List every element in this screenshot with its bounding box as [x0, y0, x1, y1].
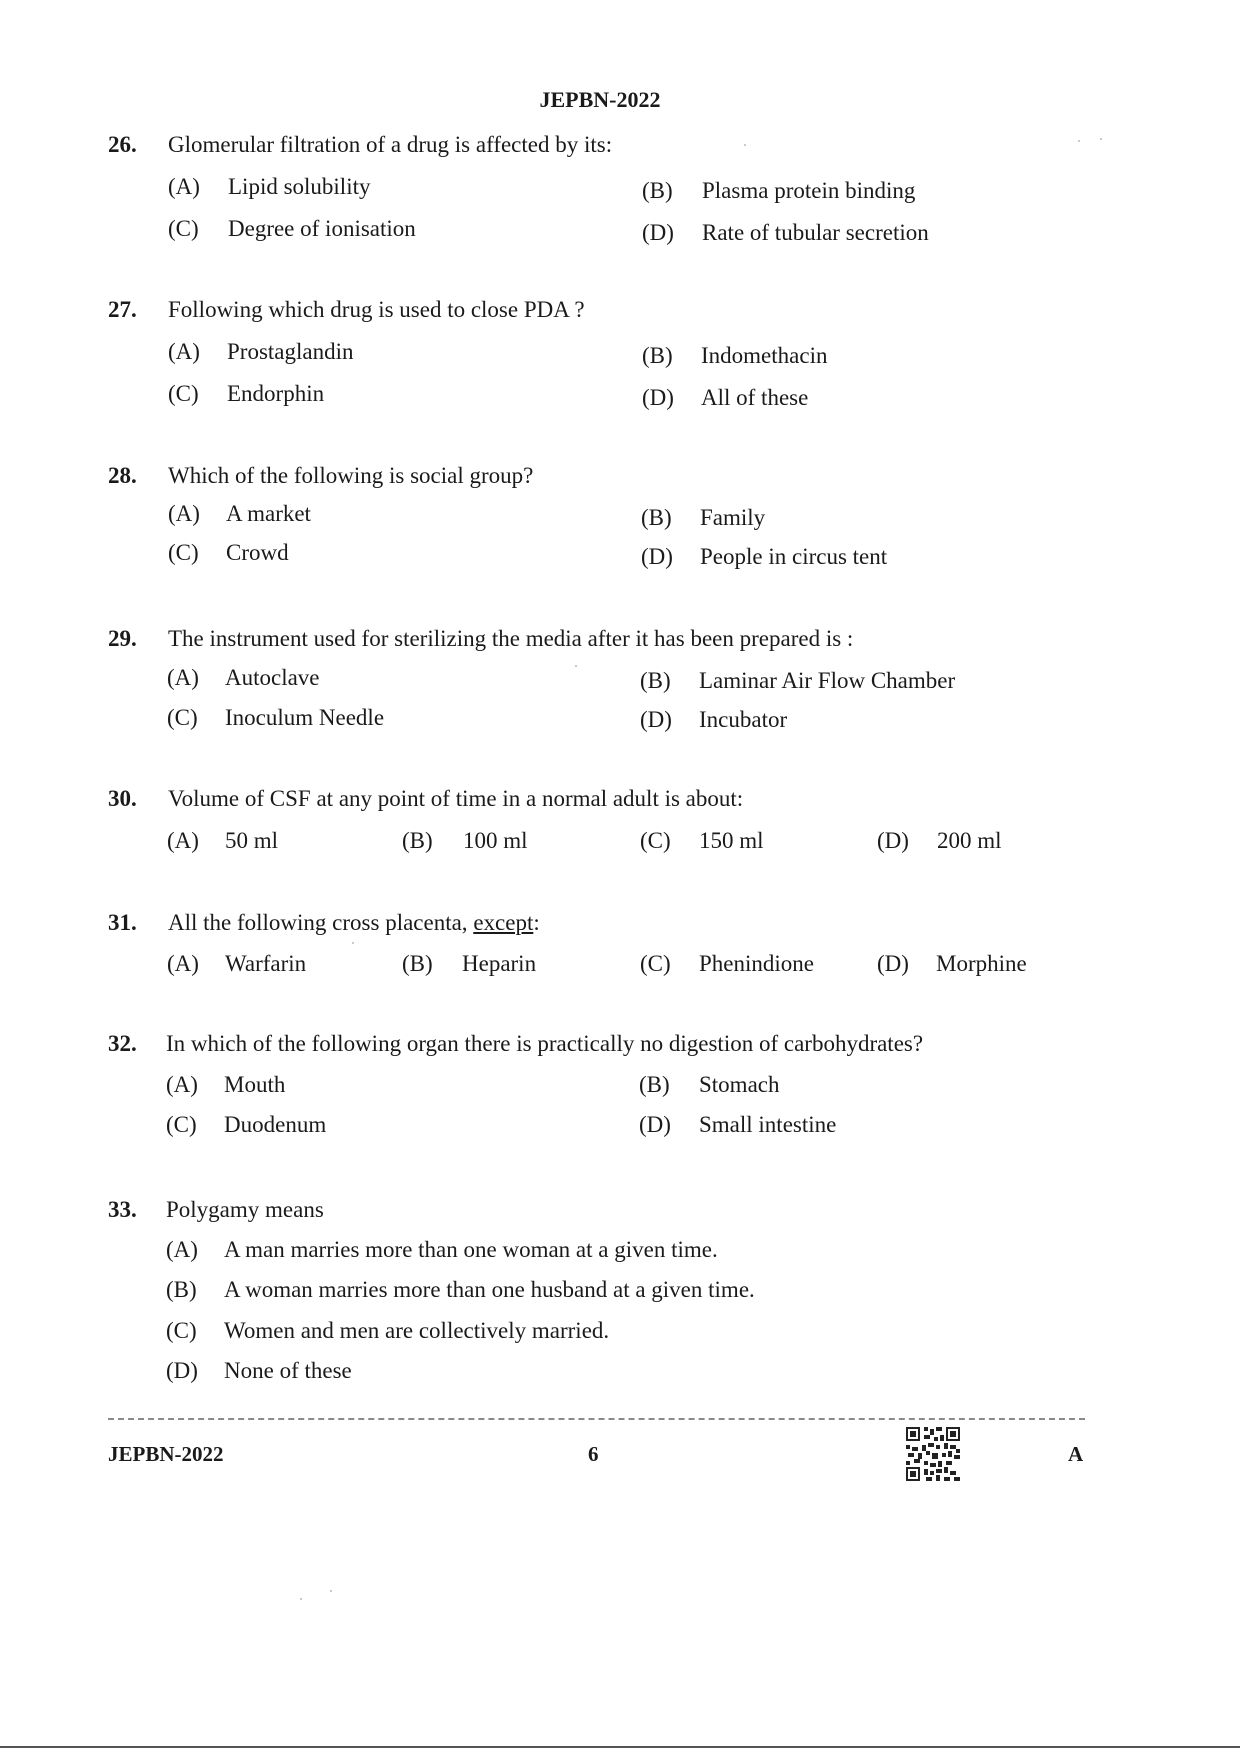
question-text-emphasis: except: [473, 910, 534, 935]
question-text: Which of the following is social group?: [168, 463, 534, 488]
question-32: [0, 1031, 1240, 1151]
option-text: Warfarin: [225, 951, 307, 976]
option-text: None of these: [224, 1358, 352, 1383]
question-29: [0, 626, 1240, 746]
question-number: 28.: [108, 463, 137, 488]
question-26: [0, 132, 1240, 252]
scan-speck: [744, 144, 746, 146]
question-number: 32.: [108, 1031, 137, 1056]
qr-code-icon: [906, 1427, 960, 1481]
option-text: A market: [226, 501, 311, 526]
option-text: Incubator: [699, 707, 788, 732]
option-text: Small intestine: [699, 1112, 837, 1137]
question-text-part: All the following cross placenta,: [168, 910, 474, 935]
option-text: A woman marries more than one husband at a given time.: [224, 1277, 755, 1302]
option-text: Inoculum Needle: [225, 705, 385, 730]
option-letter: (B): [166, 1277, 197, 1302]
option-text: 100 ml: [463, 828, 528, 853]
footer-page-number: 6: [588, 1442, 599, 1466]
option-letter: (D): [877, 828, 909, 853]
option-letter: (B): [641, 505, 672, 530]
option-text: Prostaglandin: [227, 339, 354, 364]
question-27: [0, 297, 1240, 417]
question-text-part: :: [533, 910, 540, 935]
option-text: Autoclave: [225, 665, 320, 690]
option-text: Degree of ionisation: [228, 216, 416, 241]
option-letter: (B): [402, 951, 433, 976]
option-letter: (B): [642, 178, 673, 203]
option-letter: (A): [166, 1072, 198, 1097]
option-letter: (D): [640, 707, 672, 732]
scan-speck: [1100, 138, 1102, 140]
scan-speck: [575, 665, 577, 667]
option-text: Plasma protein binding: [702, 178, 916, 203]
option-text: Family: [700, 505, 766, 530]
question-number: 31.: [108, 910, 137, 935]
option-text: All of these: [701, 385, 809, 410]
option-text: Phenindione: [699, 951, 814, 976]
question-text: [168, 910, 540, 936]
option-letter: (A): [168, 501, 200, 526]
question-number: 27.: [108, 297, 137, 322]
page-bottom-edge: [0, 1746, 1240, 1748]
scan-speck: [330, 1590, 332, 1592]
question-text: Glomerular filtration of a drug is affected by its:: [168, 132, 613, 157]
option-letter: (D): [641, 544, 673, 569]
option-letter: (A): [167, 828, 199, 853]
option-letter: (B): [640, 668, 671, 693]
option-letter: (C): [166, 1318, 197, 1343]
question-text: Volume of CSF at any point of time in a normal adult is about:: [168, 786, 744, 811]
option-letter: (A): [168, 339, 200, 364]
question-28: [0, 463, 1240, 583]
option-text: Crowd: [226, 540, 289, 565]
option-letter: (C): [640, 951, 671, 976]
option-letter: (C): [168, 540, 199, 565]
option-letter: (D): [166, 1358, 198, 1383]
footer-exam-code: JEPBN-2022: [108, 1442, 224, 1466]
scan-speck: [1078, 140, 1080, 142]
option-letter: (D): [642, 385, 674, 410]
scan-speck: [352, 942, 354, 944]
question-number: 29.: [108, 626, 137, 651]
option-text: Heparin: [462, 951, 537, 976]
option-letter: (C): [168, 216, 199, 241]
question-text: The instrument used for sterilizing the media after it has been prepared is :: [168, 626, 854, 651]
question-number: 33.: [108, 1197, 137, 1222]
question-text: Following which drug is used to close PDA ?: [168, 297, 585, 322]
question-number: 26.: [108, 132, 137, 157]
scan-speck: [300, 1598, 302, 1600]
option-letter: (D): [639, 1112, 671, 1137]
footer-divider: [108, 1418, 1085, 1420]
option-text: Duodenum: [224, 1112, 327, 1137]
option-letter: (A): [167, 665, 199, 690]
option-letter: (A): [166, 1237, 198, 1262]
question-number: 30.: [108, 786, 137, 811]
option-letter: (D): [877, 951, 909, 976]
option-text: A man marries more than one woman at a given time.: [224, 1237, 718, 1262]
option-text: Women and men are collectively married.: [224, 1318, 610, 1343]
question-text: In which of the following organ there is practically no digestion of carbohydrates?: [166, 1031, 924, 1056]
option-text: People in circus tent: [700, 544, 888, 569]
option-text: Endorphin: [227, 381, 325, 406]
question-text: Polygamy means: [166, 1197, 324, 1222]
option-letter: (A): [168, 174, 200, 199]
option-text: 50 ml: [225, 828, 279, 853]
option-text: Mouth: [224, 1072, 286, 1097]
option-letter: (B): [639, 1072, 670, 1097]
option-letter: (B): [642, 343, 673, 368]
option-text: Indomethacin: [701, 343, 828, 368]
page-header-title: JEPBN-2022: [539, 87, 661, 112]
question-30: [0, 786, 1240, 906]
option-letter: (A): [167, 951, 199, 976]
option-text: Stomach: [699, 1072, 780, 1097]
option-text: 150 ml: [699, 828, 764, 853]
option-text: Laminar Air Flow Chamber: [699, 668, 956, 693]
option-letter: (C): [167, 705, 198, 730]
option-text: Morphine: [936, 951, 1027, 976]
option-letter: (D): [642, 220, 674, 245]
option-text: Rate of tubular secretion: [702, 220, 929, 245]
option-letter: (B): [402, 828, 433, 853]
option-letter: (C): [166, 1112, 197, 1137]
option-letter: (C): [640, 828, 671, 853]
footer-set-letter: A: [1068, 1442, 1084, 1466]
option-text: 200 ml: [937, 828, 1002, 853]
question-33: [0, 1197, 1240, 1387]
question-31: [0, 910, 1240, 1030]
option-letter: (C): [168, 381, 199, 406]
option-text: Lipid solubility: [228, 174, 371, 199]
